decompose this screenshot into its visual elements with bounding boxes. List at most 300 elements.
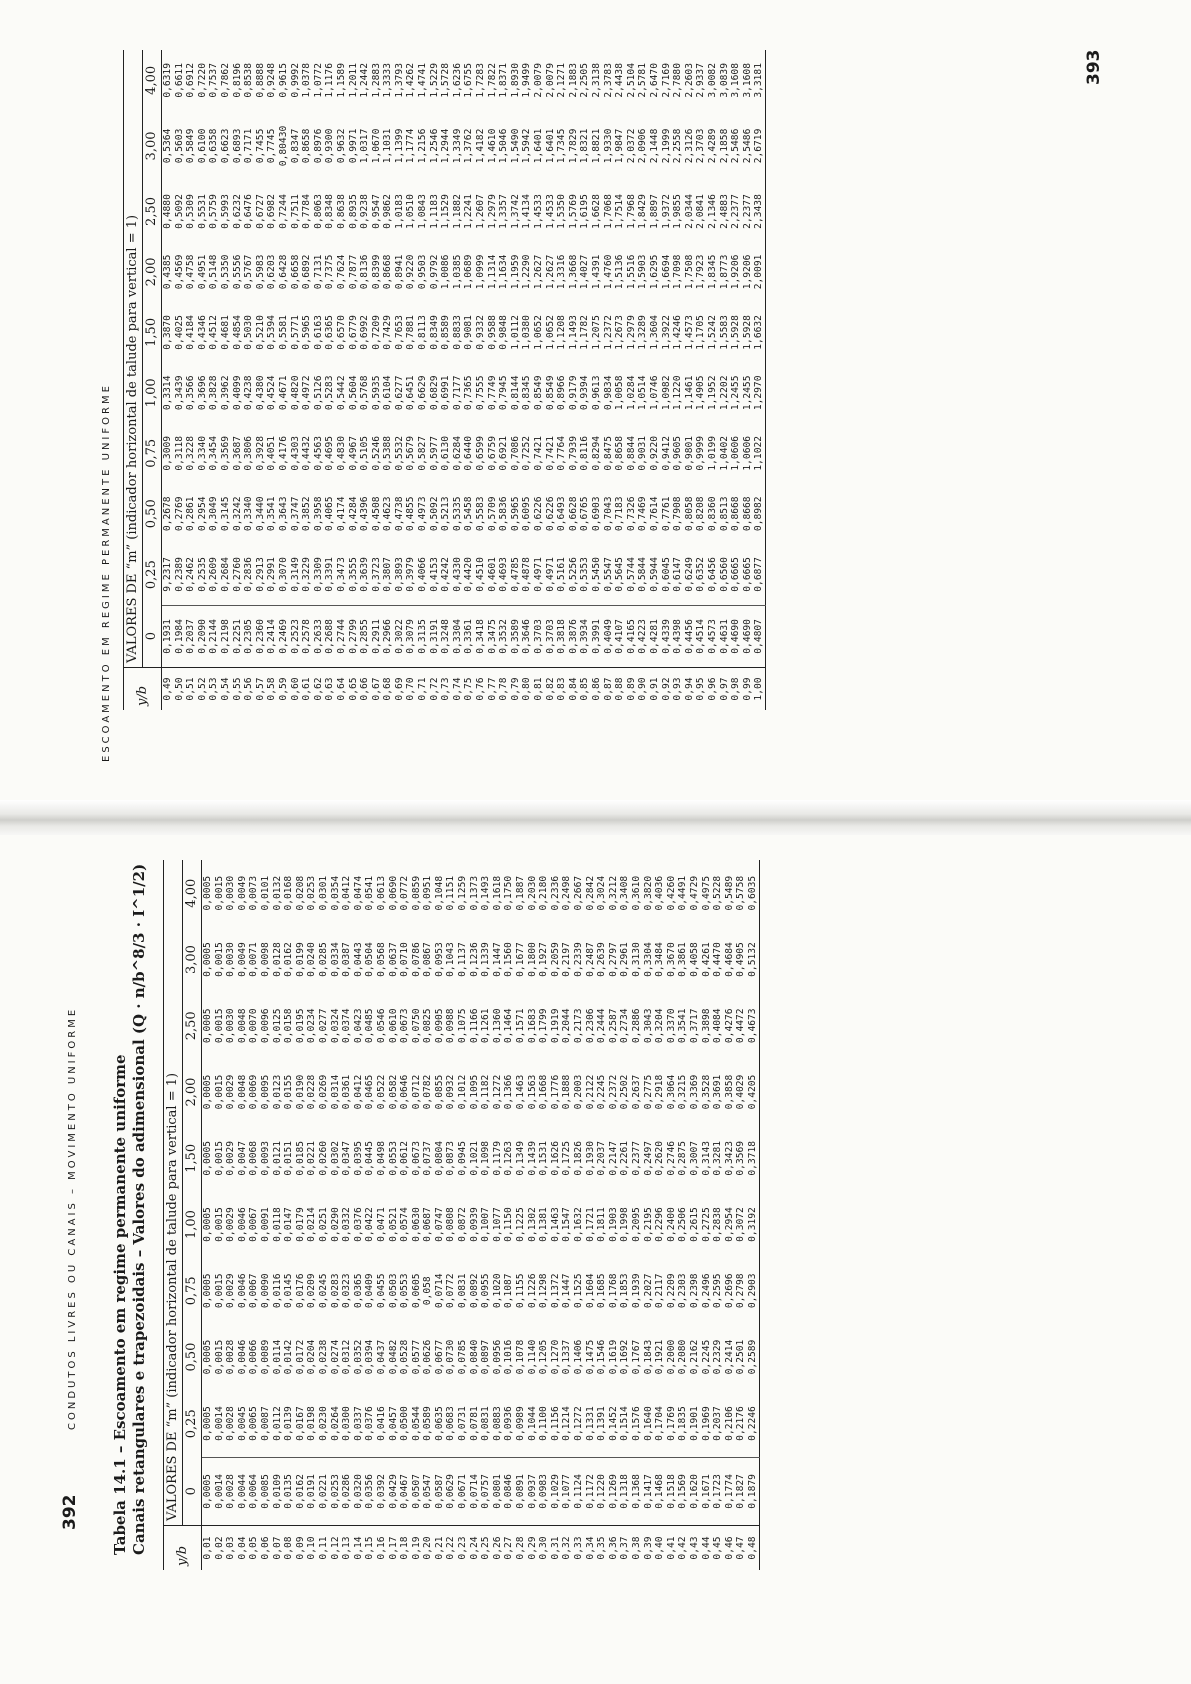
table-cell: 0,1406 [573, 1339, 584, 1375]
table-cell: 0,2197 [561, 942, 573, 977]
table-cell: 0,5645 [614, 557, 626, 592]
table-cell: 0,7614 [648, 496, 660, 532]
table-cell: 0,0128 [271, 942, 283, 977]
table-cell: 0,0690 [387, 875, 399, 911]
table-cell: 0,3475 [487, 605, 499, 667]
table-cell: 0,0553 [399, 1273, 411, 1309]
table-cell: 0,3569 [219, 435, 231, 471]
table-cell: 0,3898 [700, 1008, 712, 1044]
table-row [295, 860, 307, 1570]
table-cell: 0,0544 [410, 1406, 422, 1441]
column-header: 0,25 [143, 544, 162, 605]
table-cell: 0,0394 [364, 1339, 376, 1375]
table-cell: 0,1769 [665, 1406, 677, 1441]
table-cell: 0,4205 [746, 1074, 758, 1110]
table-cell: 1,6401 [533, 128, 544, 164]
table-cell: 0,3215 [677, 1074, 689, 1110]
table-cell: 0,2261 [619, 1140, 631, 1176]
table-cell: 0,5935 [370, 375, 382, 411]
table-cell: 0,0145 [283, 1273, 295, 1309]
table-cell: 1,1031 [382, 128, 394, 164]
table-cell: 0,1302 [526, 1207, 538, 1242]
table-row [730, 50, 742, 710]
table-cell: 0,0671 [457, 1457, 469, 1525]
table-cell: 0,5604 [347, 375, 359, 411]
table-cell: 0,5849 [185, 128, 197, 164]
table-cell: 0,6147 [672, 557, 684, 592]
row-label-yb: 0,60 [290, 668, 302, 711]
table-row [371, 50, 383, 710]
table-row [626, 50, 638, 710]
table-cell: 0,2775 [642, 1074, 654, 1110]
data-table-393 [123, 50, 766, 710]
table-cell: 0,0905 [433, 1008, 445, 1044]
table-cell: 1,2607 [475, 194, 487, 229]
table-cell: 0,0637 [387, 942, 399, 977]
table-cell: 0,2444 [596, 1008, 608, 1044]
table-cell: 0,9862 [382, 194, 394, 229]
column-header: 0,75 [143, 423, 162, 483]
row-label-yb: 0,86 [591, 668, 603, 711]
table-row [220, 50, 232, 710]
table-cell: 2,1858 [718, 128, 730, 164]
table-cell: 0,5394 [266, 315, 278, 350]
table-cell: 1,6236 [451, 63, 463, 98]
table-cell: 0,2913 [254, 557, 266, 592]
table-cell: 0,1827 [735, 1457, 747, 1525]
table-cell: 0,4065 [324, 496, 336, 532]
table-cell: 0,0046 [236, 1273, 248, 1309]
table-cell: 0,3646 [521, 605, 533, 667]
table-cell: 0,3049 [208, 496, 220, 532]
table-cell: 0,0176 [294, 1273, 306, 1309]
table-cell: 0,1077 [491, 1207, 503, 1242]
table-cell: 0,8294 [590, 435, 602, 471]
row-label-yb: 0,83 [556, 668, 568, 711]
row-label-yb: 0,57 [255, 668, 267, 711]
table-cell: 0,0314 [329, 1074, 341, 1110]
table-cell: 0,4880 [162, 194, 173, 229]
row-label-yb: 0,27 [503, 1526, 515, 1571]
table-cell: 2,2558 [672, 128, 684, 164]
table-cell: 0,0151 [283, 1140, 295, 1176]
binding-gutter [0, 800, 1191, 840]
table-cell: 0,5210 [254, 315, 266, 350]
table-cell: 0,3861 [677, 942, 689, 977]
table-cell: 0,2306 [584, 1008, 596, 1044]
table-cell: 0,0121 [271, 1140, 283, 1176]
table-cell: 1,0380 [521, 315, 533, 350]
table-cell: 0,2147 [607, 1140, 619, 1176]
table-cell: 0,2911 [371, 605, 383, 667]
table-cell: 0,3118 [173, 435, 185, 471]
table-cell: 0,5350 [219, 254, 231, 290]
table-cell: 0,1373 [468, 875, 480, 911]
table-row [712, 860, 724, 1570]
table-cell: 0,0936 [503, 1406, 515, 1441]
table-cell: 1,3922 [660, 315, 672, 350]
table-cell: 2,7880 [672, 63, 684, 98]
table-cell: 0,0015 [213, 1207, 225, 1242]
table-cell: 0,1969 [700, 1406, 712, 1441]
table-cell: 0,1272 [573, 1406, 584, 1441]
table-cell: 0,2595 [712, 1273, 724, 1309]
table-cell: 0,1927 [538, 942, 550, 977]
table-cell: 0,2251 [232, 605, 244, 667]
table-cell: 2,3126 [683, 128, 695, 164]
table-cell: 0,6249 [683, 557, 695, 592]
table-cell: 0,0005 [202, 1008, 213, 1044]
row-label-yb: 0,90 [637, 668, 649, 711]
table-cell: 0,2734 [619, 1008, 631, 1044]
table-cell: 0,9300 [324, 128, 336, 164]
table-cell: 0,4184 [185, 315, 197, 350]
table-cell: 0,7209 [370, 315, 382, 350]
row-label-yb: 0,42 [677, 1526, 689, 1571]
table-cell: 0,0772 [445, 1273, 457, 1309]
table-cell: 0,0677 [433, 1339, 445, 1375]
table-cell: 0,8976 [312, 128, 324, 164]
table-cell: 0,1931 [162, 605, 174, 667]
table-cell: 0,2799 [348, 605, 360, 667]
row-label-yb: 0,05 [248, 1526, 260, 1571]
table-row [527, 860, 539, 1570]
table-cell: 0,1044 [526, 1406, 538, 1441]
table-cell: 1,7822 [486, 63, 498, 98]
table-cell: 0,3691 [712, 1074, 724, 1110]
table-cell: 0,8058 [683, 496, 695, 532]
table-cell: 1,2075 [590, 315, 602, 350]
table-cell: 0,4491 [677, 875, 689, 911]
table-cell: 1,8930 [509, 63, 521, 98]
row-label-yb: 0,37 [619, 1526, 631, 1571]
table-cell: 0,2117 [654, 1273, 666, 1309]
table-cell: 0,0098 [259, 942, 271, 977]
row-label-yb: 0,64 [336, 668, 348, 711]
table-cell: 0,0423 [352, 1008, 364, 1044]
table-cell: 0,2090 [197, 605, 209, 667]
table-cell: 0,0066 [248, 1339, 260, 1375]
table-row [290, 50, 302, 710]
table-cell: 0,3818 [556, 605, 568, 667]
table-cell: 0,6319 [162, 63, 173, 98]
table-cell: 2,3783 [602, 63, 614, 98]
table-row [382, 50, 394, 710]
table-cell: 0,1012 [457, 1074, 469, 1110]
table-cell: 0,4238 [243, 375, 255, 411]
table-cell: 0,4174 [335, 496, 347, 532]
table-cell: 0,9615 [277, 63, 289, 98]
table-cell: 0,4261 [700, 942, 712, 977]
table-cell: 0,1020 [491, 1273, 503, 1309]
table-cell: 0,0260 [317, 1140, 329, 1176]
table-cell: 0,0361 [341, 1074, 353, 1110]
table-cell: 0,4807 [753, 605, 765, 667]
table-cell: 0,0064 [248, 1457, 260, 1525]
table-cell: 0,1475 [584, 1339, 596, 1375]
row-label-yb: 0,67 [371, 668, 383, 711]
table-cell: 0,3820 [642, 875, 654, 911]
table-cell: 0,0155 [283, 1074, 295, 1110]
table-cell: 0,6779 [347, 315, 359, 350]
table-row [162, 50, 174, 710]
table-cell: 0,0714 [433, 1273, 445, 1309]
table-row [550, 860, 562, 1570]
table-cell: 1,2372 [602, 315, 614, 350]
table-cell: 0,1166 [468, 1008, 480, 1044]
table-cell: 0,1919 [549, 1008, 561, 1044]
column-header: 3,00 [183, 926, 202, 992]
table-cell: 0,3876 [568, 605, 580, 667]
table-cell: 0,7908 [672, 496, 684, 532]
table-cell: 0,3423 [723, 1140, 735, 1176]
table-cell: 0,0029 [225, 1273, 237, 1309]
table-cell: 0,0387 [341, 942, 353, 977]
table-cell: 0,2954 [196, 496, 208, 532]
table-cell: 0,3079 [405, 605, 417, 667]
table-cell: 2,0372 [625, 128, 637, 164]
table-cell: 2,5104 [625, 63, 637, 98]
table-row [266, 50, 278, 710]
table-cell: 0,4973 [417, 496, 429, 532]
table-cell: 0,0209 [306, 1273, 318, 1309]
table-cell: 2,4883 [718, 194, 730, 229]
table-cell: 2,7169 [660, 63, 672, 98]
column-header: 1,50 [183, 1125, 202, 1191]
page-number: 392 [60, 1494, 80, 1530]
table-cell: 0,2000 [665, 1339, 677, 1375]
table-cell: 0,0859 [410, 875, 422, 911]
table-cell: 1,1959 [509, 254, 521, 290]
table-cell: 0,1007 [480, 1207, 492, 1242]
column-headers [143, 50, 162, 710]
table-row [561, 860, 573, 1570]
table-cell: 0,1331 [584, 1406, 596, 1441]
row-label-yb: 0,56 [243, 668, 255, 711]
table-cell: 0,8658 [614, 435, 626, 471]
table-cell: 1,8429 [637, 194, 649, 229]
table-cell: 0,8144 [509, 375, 521, 411]
table-cell: 0,4051 [266, 435, 278, 471]
table-cell: 0,8668 [730, 496, 742, 532]
table-cell: 0,0629 [445, 1457, 457, 1525]
table-row [388, 860, 400, 1570]
table-row [521, 50, 533, 710]
table-row [684, 50, 696, 710]
table-cell: 0,0286 [341, 1457, 353, 1525]
data-table-392 [163, 860, 760, 1570]
table-cell: 0,0467 [399, 1457, 411, 1525]
table-cell: 0,1930 [584, 1140, 596, 1176]
row-label-yb: 0,95 [695, 668, 707, 711]
row-label-yb: 0,65 [348, 668, 360, 711]
table-cell: 1,1634 [498, 254, 510, 290]
table-cell: 1,4246 [672, 315, 684, 350]
table-cell: 0,0937 [527, 1457, 539, 1525]
table-cell: 0,1078 [515, 1339, 527, 1375]
table-cell: 0,6100 [196, 128, 208, 164]
table-cell: 0,0269 [317, 1074, 329, 1110]
table-cell: 0,9248 [266, 63, 278, 98]
table-cell: 0,5844 [637, 557, 649, 592]
table-row [573, 860, 585, 1570]
table-cell: 1,9330 [602, 128, 614, 164]
table-cell: 0,4820 [289, 375, 301, 411]
table-cell: 0,3281 [712, 1140, 724, 1176]
table-cell: 1,3289 [637, 315, 649, 350]
table-row [318, 860, 330, 1570]
table-cell: 0,0956 [491, 1339, 503, 1375]
table-cell: 0,3009 [162, 435, 173, 471]
table-cell: 0,0445 [364, 1140, 376, 1176]
table-cell: 0,8113 [417, 315, 429, 350]
row-label-yb: 0,52 [197, 668, 209, 711]
table-cell: 0,6095 [521, 496, 533, 532]
table-cell: 0,3569 [735, 1140, 747, 1176]
table-row [260, 860, 272, 1570]
table-cell: 0,0230 [317, 1406, 329, 1441]
table-cell: 0,8475 [602, 435, 614, 471]
table-cell: 0,8116 [579, 435, 591, 471]
column-header-yb: y/b [124, 668, 162, 711]
table-cell: 2,3438 [753, 194, 765, 229]
row-label-yb: 0,97 [719, 668, 731, 711]
row-label-yb: 0,17 [388, 1526, 400, 1571]
table-cell: 0,3893 [393, 557, 405, 592]
table-cell: 0,4470 [712, 942, 724, 977]
table-cell: 0,0482 [387, 1339, 399, 1375]
table-cell: 0,8345 [521, 375, 533, 411]
table-cell: 0,1098 [480, 1140, 492, 1176]
column-header: 1,00 [183, 1191, 202, 1257]
table-cell: 0,3541 [677, 1008, 689, 1044]
table-cell: 0,0015 [213, 1008, 225, 1044]
table-cell: 0,5827 [417, 435, 429, 471]
table-row [364, 860, 376, 1570]
table-row [463, 50, 475, 710]
table-cell: 1,0402 [718, 435, 730, 471]
table-cell: 0,0015 [213, 942, 225, 977]
table-cell: 0,8888 [254, 63, 266, 98]
table-cell: 0,5364 [162, 128, 173, 164]
table-cell: 0,0354 [329, 875, 341, 911]
table-cell: 0,0179 [294, 1207, 306, 1242]
table-cell: 0,3191 [429, 605, 441, 667]
row-label-yb: 0,03 [225, 1526, 237, 1571]
table-cell: 1,6694 [660, 254, 672, 290]
table-cell: 0,0005 [202, 1406, 213, 1441]
table-cell: 0,4472 [735, 1008, 747, 1044]
table-cell: 0,2578 [301, 605, 313, 667]
table-cell: 1,0284 [625, 375, 637, 411]
table-cell: 0,1151 [445, 875, 457, 911]
row-label-yb: 0,20 [422, 1526, 434, 1571]
table-cell: 0,3309 [312, 557, 324, 592]
table-cell: 1,5928 [741, 315, 753, 350]
table-cell: 0,1723 [712, 1457, 724, 1525]
table-cell: 2,6470 [648, 63, 660, 98]
table-cell: 0,0005 [202, 1273, 213, 1309]
table-cell: 0,1468 [654, 1457, 666, 1525]
table-cell: 0,3934 [579, 605, 591, 667]
table-cell: 0,7326 [625, 496, 637, 532]
table-row [336, 50, 348, 710]
table-cell: 0,2336 [549, 875, 561, 911]
table-cell: 0,0465 [364, 1074, 376, 1110]
table-cell: 0,0498 [375, 1140, 387, 1176]
table-cell: 0,0412 [352, 1074, 364, 1110]
table-cell: 0,8844 [625, 435, 637, 471]
table-cell: 0,4569 [173, 254, 185, 290]
table-cell: 0,2003 [573, 1074, 584, 1110]
table-cell: 0,8513 [718, 496, 730, 532]
table-cell: 0,4631 [719, 605, 731, 667]
table-cell: 2,5486 [730, 128, 742, 164]
table-cell: 1,6401 [544, 128, 556, 164]
table-cell: 0,0808 [445, 1207, 457, 1242]
table-cell: 1,9855 [672, 194, 684, 229]
table-cell: 0,0049 [236, 875, 248, 911]
table-cell: 0,6982 [266, 194, 278, 229]
table-cell: 0,0577 [410, 1339, 422, 1375]
table-cell: 0,3532 [498, 605, 510, 667]
table-cell: 0,1800 [526, 942, 538, 977]
table-cell: 0,6759 [486, 435, 498, 471]
table-row [248, 860, 260, 1570]
table-cell: 0,0005 [202, 1140, 213, 1176]
table-cell: 0,0014 [214, 1457, 226, 1525]
table-cell: 0,4281 [649, 605, 661, 667]
table-cell: 0,0730 [445, 1339, 457, 1375]
table-cell: 0,2329 [712, 1339, 724, 1375]
table-cell: 0,1366 [503, 1074, 515, 1110]
table-cell: 0,5388 [382, 435, 394, 471]
table-cell: 0,2414 [266, 605, 278, 667]
table-cell: 0,0528 [399, 1339, 411, 1375]
column-headers [183, 860, 202, 1570]
table-cell: 0,4573 [707, 605, 719, 667]
table-cell: 0,0101 [259, 875, 271, 911]
table-cell: 0,0253 [306, 875, 318, 911]
table-cell: 1,9206 [730, 254, 742, 290]
table-cell: 0,5556 [231, 254, 243, 290]
table-cell: 0,3566 [185, 375, 197, 411]
table-cell: 0,3314 [162, 375, 173, 411]
table-cell: 0,6104 [382, 375, 394, 411]
running-head: CONDUTOS LIVRES OU CANAIS – MOVIMENTO UNIFORME [67, 1006, 78, 1430]
table-cell: 0,2398 [688, 1273, 700, 1309]
table-cell: 0,8136 [359, 254, 371, 290]
table-cell: 0,2838 [712, 1207, 724, 1242]
table-cell: 0,0781 [468, 1406, 480, 1441]
table-cell: 1,0058 [614, 375, 626, 411]
table-row [719, 50, 731, 710]
table-cell: 0,6476 [243, 194, 255, 229]
table-cell: 0,5768 [359, 375, 371, 411]
table-cell: 2,3703 [695, 128, 707, 164]
table-cell: 1,2011 [347, 63, 359, 98]
row-label-yb: 0,71 [417, 668, 429, 711]
table-cell: 1,3742 [509, 194, 521, 229]
row-label-yb: 0,62 [313, 668, 325, 711]
table-cell: 0,3022 [394, 605, 406, 667]
table-cell: 0,0429 [388, 1457, 400, 1525]
table-cell: 0,3806 [243, 435, 255, 471]
table-cell: 0,0029 [225, 1207, 237, 1242]
table-cell: 0,0983 [538, 1457, 550, 1525]
table-cell: 1,8345 [706, 254, 718, 290]
table-cell: 0,0118 [271, 1207, 283, 1242]
